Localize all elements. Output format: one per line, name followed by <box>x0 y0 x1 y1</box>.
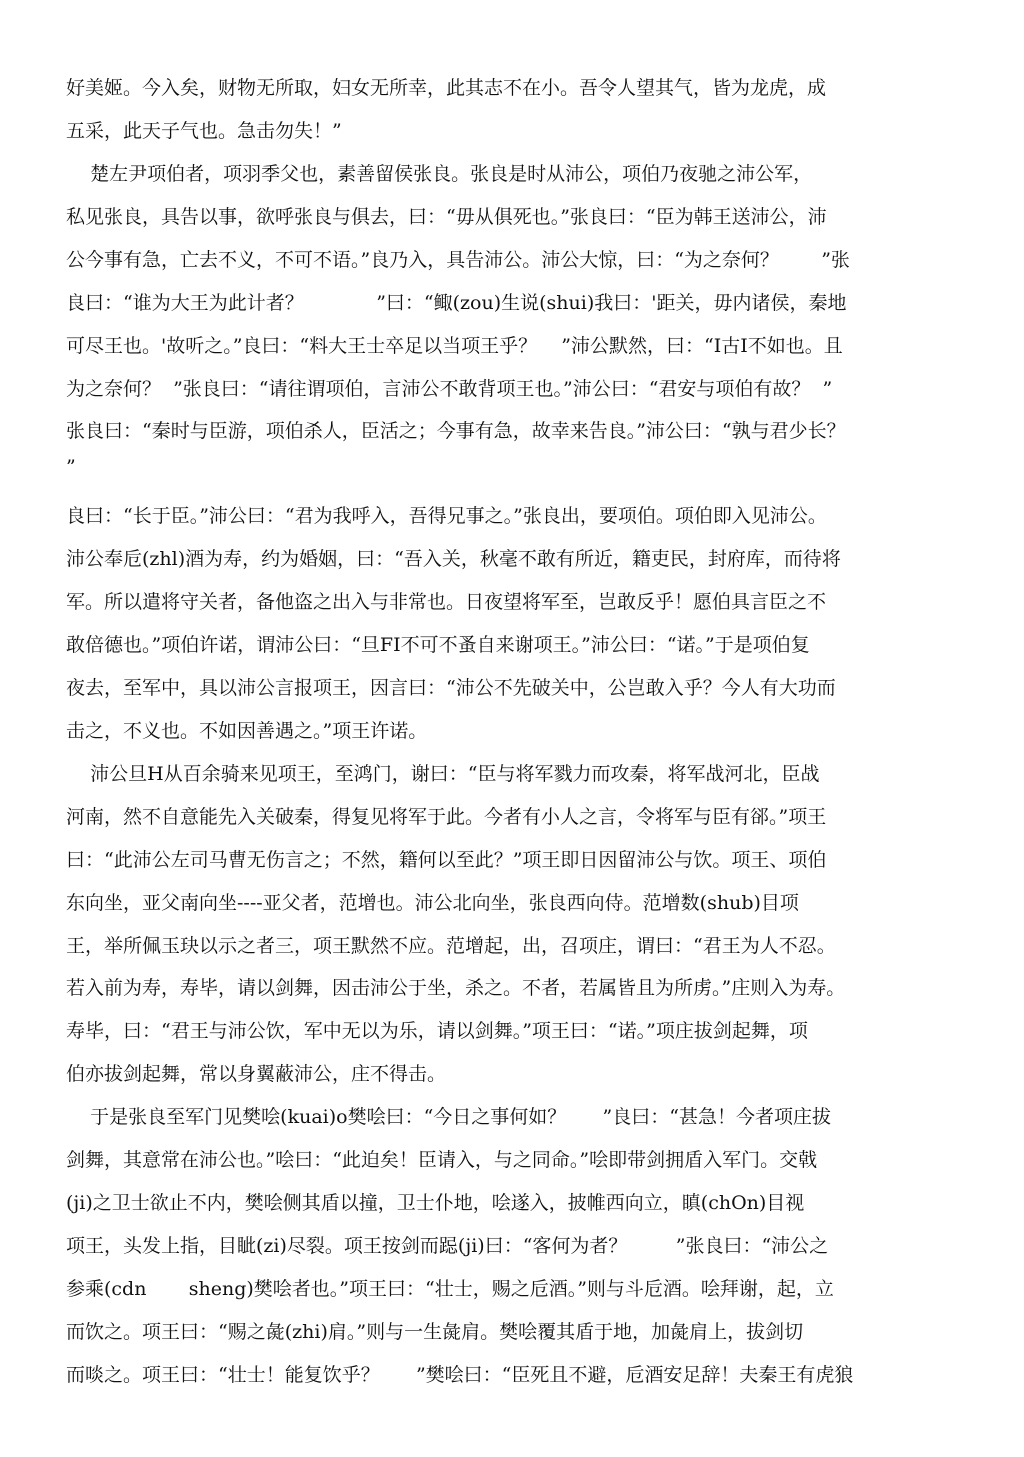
text-line: 沛公旦H从百余骑来见项王，至鸿门，谢曰：“臣与将军戮力而攻秦，将军战河北，臣战 <box>66 763 820 785</box>
text-line: 剑舞，其意常在沛公也。”哙曰：“此迫矣！臣请入，与之同命。”哙即带剑拥盾入军门。交戟 <box>66 1149 818 1171</box>
text-line: 好美姬。今入矣，财物无所取，妇女无所幸，此其志不在小。吾令人望其气，皆为龙虎，成 <box>66 77 827 99</box>
text-line: 伯亦拔剑起舞，常以身翼蔽沛公，庄不得击。 <box>66 1063 447 1085</box>
text-line: 良曰：“长于臣。”沛公曰：“君为我呼入，吾得兄事之。”张良出，要项伯。项伯即入见沛公。 <box>66 505 827 527</box>
text-line: (ji)之卫士欲止不内，樊哙侧其盾以撞，卫士仆地，哙遂入，披帷西向立，瞋(chOn)目视 <box>66 1192 805 1214</box>
text-line: 寿毕，曰：“君王与沛公饮，军中无以为乐，请以剑舞。”项王曰：“诺。”项庄拔剑起舞，项 <box>66 1020 808 1042</box>
text-line: 曰：“此沛公左司马曹无伤言之；不然，籍何以至此？”项王即日因留沛公与饮。项王、项伯 <box>66 849 827 871</box>
text-line: 若入前为寿，寿毕，请以剑舞，因击沛公于坐，杀之。不者，若属皆且为所虏。”庄则入为寿。 <box>66 977 846 999</box>
text-line: 击之，不义也。不如因善遇之。”项王许诺。 <box>66 720 428 742</box>
text-line: 楚左尹项伯者，项羽季父也，素善留侯张良。张良是时从沛公，项伯乃夜驰之沛公军， <box>66 163 813 185</box>
text-line: 王，举所佩玉玦以示之者三，项王默然不应。范增起，出，召项庄，谓曰：“君王为人不忍。 <box>66 935 836 957</box>
text-line: 可尽王也。'故听之。”良曰：“料大王士卒足以当项王乎？ ”沛公默然，曰：“I古I不如也。且 <box>66 335 843 357</box>
text-line: ” <box>66 456 76 478</box>
text-line: 夜去，至军中，具以沛公言报项王，因言曰：“沛公不先破关中，公岂敢入乎？今人有大功而 <box>66 677 836 699</box>
text-line: 东向坐，亚父南向坐----亚父者，范增也。沛公北向坐，张良西向侍。范增数(shub)目项 <box>66 892 799 914</box>
text-line: 而饮之。项王曰：“赐之彘(zhi)肩。”则与一生彘肩。樊哙覆其盾于地，加彘肩上，拔剑切 <box>66 1321 804 1343</box>
text-line: 敢倍德也。”项伯许诺，谓沛公曰：“旦FI不可不蚤自来谢项王。”沛公曰：“诺。”于是项伯复 <box>66 634 810 656</box>
text-line: 张良曰：“秦时与臣游，项伯杀人，臣活之；今事有急，故幸来告良。”沛公曰：“孰与君少长？ <box>66 420 846 442</box>
text-line: 为之奈何？ ”张良曰：“请往谓项伯，言沛公不敢背项王也。”沛公曰：“君安与项伯有故？ ” <box>66 378 833 400</box>
text-line: 五采，此天子气也。急击勿失！” <box>66 120 342 142</box>
text-line: 沛公奉卮(zhl)酒为寿，约为婚姻，曰：“吾入关，秋毫不敢有所近，籍吏民，封府库，而待将 <box>66 548 841 570</box>
text-line: 参乘(cdn sheng)樊哙者也。”项王曰：“壮士，赐之卮酒。”则与斗卮酒。哙拜谢，起，立 <box>66 1278 834 1300</box>
text-line: 于是张良至军门见樊哙(kuai)o樊哙曰：“今日之事何如？ ”良曰：“甚急！今者项庄拔 <box>66 1106 831 1128</box>
text-line: 而啖之。项王曰：“壮士！能复饮乎？ ”樊哙曰：“臣死且不避，卮酒安足辞！夫秦王有虎狼 <box>66 1364 854 1386</box>
text-line: 私见张良，具告以事，欲呼张良与俱去，曰：“毋从俱死也。”张良曰：“臣为韩王送沛公，沛 <box>66 206 827 228</box>
text-line: 良曰：“谁为大王为此计者？ ”曰：“鲰(zou)生说(shui)我曰：'距关，毋内诸侯，秦地 <box>66 292 847 314</box>
text-line: 军。所以遣将守关者，备他盗之出入与非常也。日夜望将军至，岂敢反乎！愿伯具言臣之不 <box>66 591 827 613</box>
text-line: 项王，头发上指，目眦(zi)尽裂。项王按剑而跽(ji)曰：“客何为者？ ”张良曰：“沛公之 <box>66 1235 829 1257</box>
text-line: 河南，然不自意能先入关破秦，得复见将军于此。今者有小人之言，令将军与臣有郤。”项王 <box>66 806 827 828</box>
text-line: 公今事有急，亡去不义，不可不语。”良乃入，具告沛公。沛公大惊，曰：“为之奈何？ ”张 <box>66 249 850 271</box>
